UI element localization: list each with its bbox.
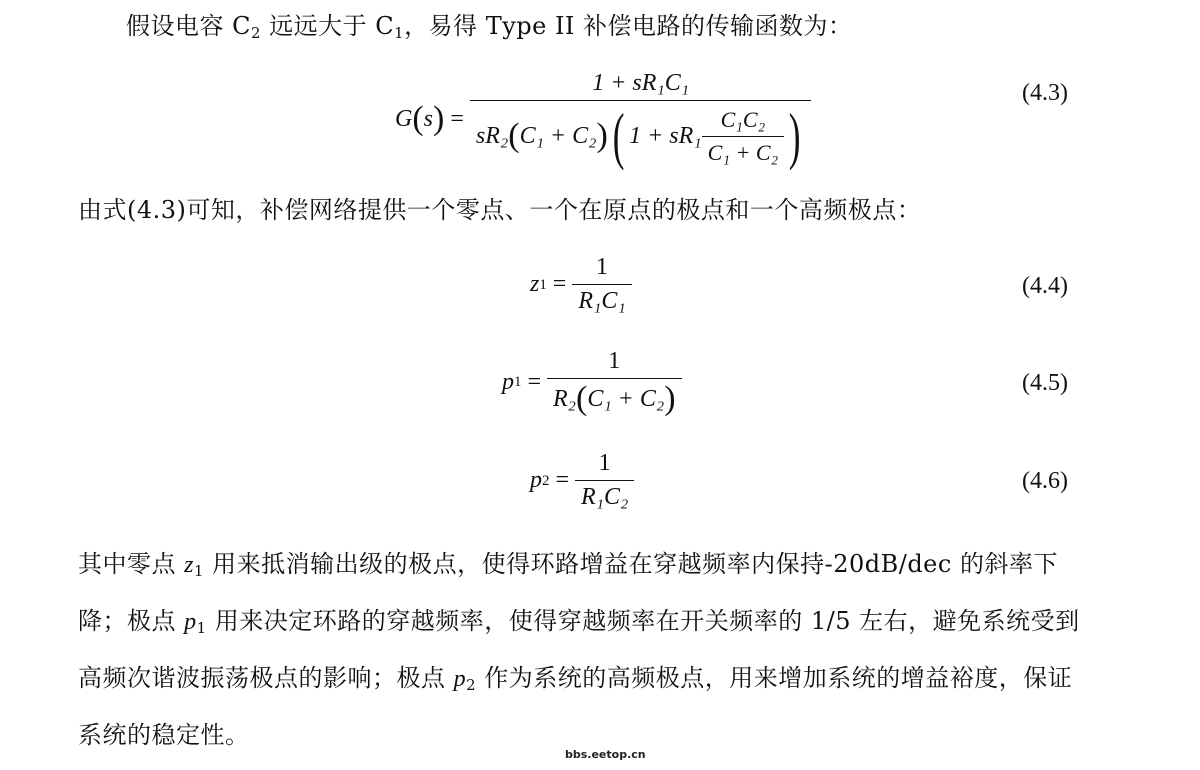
equation-4-3: G ( s ) = 1 + sR₁C₁ sR₂ ( C₁ + C₂ ) ( 1 + sR₁ $\frac{\text{C₁C₂}}{\text{C₁ + C₂}}$ ): [395, 70, 811, 168]
equation-number-4-3: (4.3): [1022, 80, 1068, 106]
watermark: bbs.eetop.cn: [565, 748, 646, 761]
zero-pole-paragraph: 由式(4.3)可知，补偿网络提供一个零点、一个在原点的极点和一个高频极点：: [78, 196, 922, 224]
intro-paragraph: 假设电容 $C_2$ 远远大于 $C_1$，易得 Type II 补偿电路的传输函数为：: [126, 12, 853, 43]
explanation-paragraph: 其中零点 $z_1$ 用来抵消输出级的极点，使得环路增益在穿越频率内保持-20dB/dec 的斜率下降；极点 $p_1$ 用来决定环路的穿越频率，使得穿越频率在开关频率的 1/5 左右，避免系统受到高频次谐波振荡极点的影响；极点 $p_2$ 作为系统的高频极点，用来增加系统的增益裕度，保证系统的稳定性。: [78, 550, 1080, 749]
equation-number-4-6: (4.6): [1022, 468, 1068, 494]
equation-number-4-4: (4.4): [1022, 273, 1068, 299]
equation-4-6: p 2 = $\frac{1}{\text{R₁C₂}}$: [530, 450, 634, 511]
transfer-function-fraction: 1 + sR₁C₁ sR₂ ( C₁ + C₂ ) ( 1 + sR₁ $\frac{\text{C₁C₂}}{\text{C₁ + C₂}}$ ): [470, 70, 812, 168]
equation-4-4: z 1 = $\frac{1}{\text{R₁C₁}}$: [530, 254, 632, 315]
equation-4-5: p 1 = 1 R₂ ( C₁ + C₂ ): [502, 348, 682, 416]
equation-number-4-5: (4.5): [1022, 370, 1068, 396]
